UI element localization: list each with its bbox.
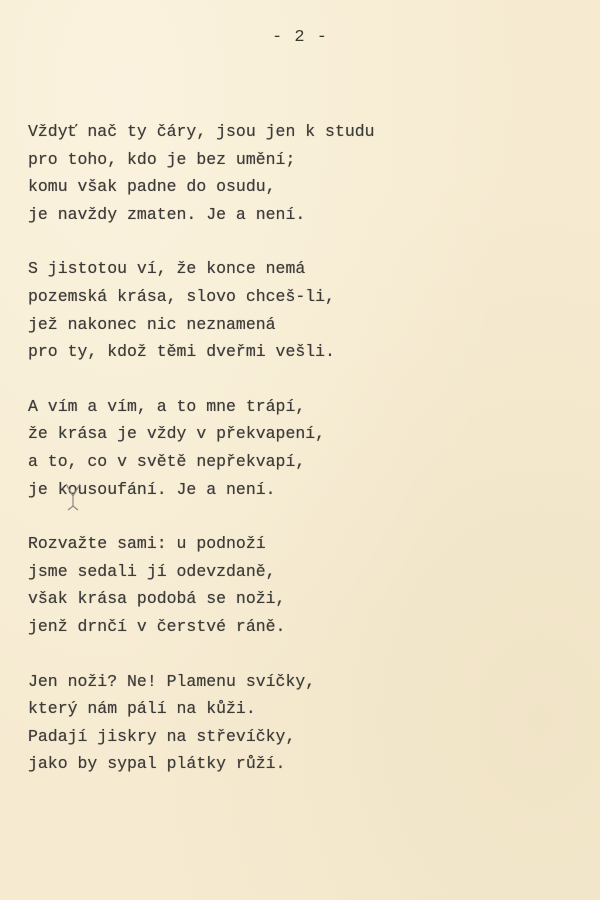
poem — [28, 118, 588, 805]
poem-line: pro toho, kdo je bez umění; — [28, 149, 296, 169]
poem-line: že krása je vždy v překvapení, — [28, 424, 326, 444]
poem-line: Rozvažte sami: u podnoží — [28, 534, 266, 554]
poem-line: jako by sypal plátky růží. — [28, 754, 286, 774]
poem-line: Vždyť nač ty čáry, jsou jen k studu — [28, 122, 375, 141]
poem-line: pro ty, kdož těmi dveřmi vešli. — [28, 342, 335, 362]
poem-line: S jistotou ví, že konce nemá — [28, 259, 306, 279]
stanza-1 — [28, 118, 588, 228]
poem-line: pozemská krása, slovo chceš-li, — [28, 286, 335, 306]
stanza-3 — [28, 393, 588, 503]
stanza-5 — [28, 668, 588, 778]
poem-line: jsme sedali jí odevzdaně, — [28, 561, 276, 581]
page-number: - 2 - — [271, 28, 328, 47]
poem-line: komu však padne do osudu, — [28, 177, 276, 197]
poem-line: je kousoufání. Je a není. — [28, 479, 276, 499]
poem-line: Jen noži? Ne! Plamenu svíčky, — [28, 671, 316, 691]
poem-line: který nám pálí na kůži. — [28, 699, 256, 719]
poem-line: Padají jiskry na střevíčky, — [28, 726, 296, 746]
stanza-2 — [28, 255, 588, 365]
poem-line: A vím a vím, a to mne trápí, — [28, 396, 306, 416]
poem-line: jež nakonec nic neznamená — [28, 314, 276, 334]
poem-line: je navždy zmaten. Je a není. — [28, 204, 306, 224]
poem-line: a to, co v světě nepřekvapí, — [28, 451, 306, 471]
poem-line: však krása podobá se noži, — [28, 589, 286, 609]
stanza-4 — [28, 530, 588, 640]
handwritten-correction-mark — [63, 482, 83, 512]
poem-line: jenž drnčí v čerstvé ráně. — [28, 616, 286, 636]
